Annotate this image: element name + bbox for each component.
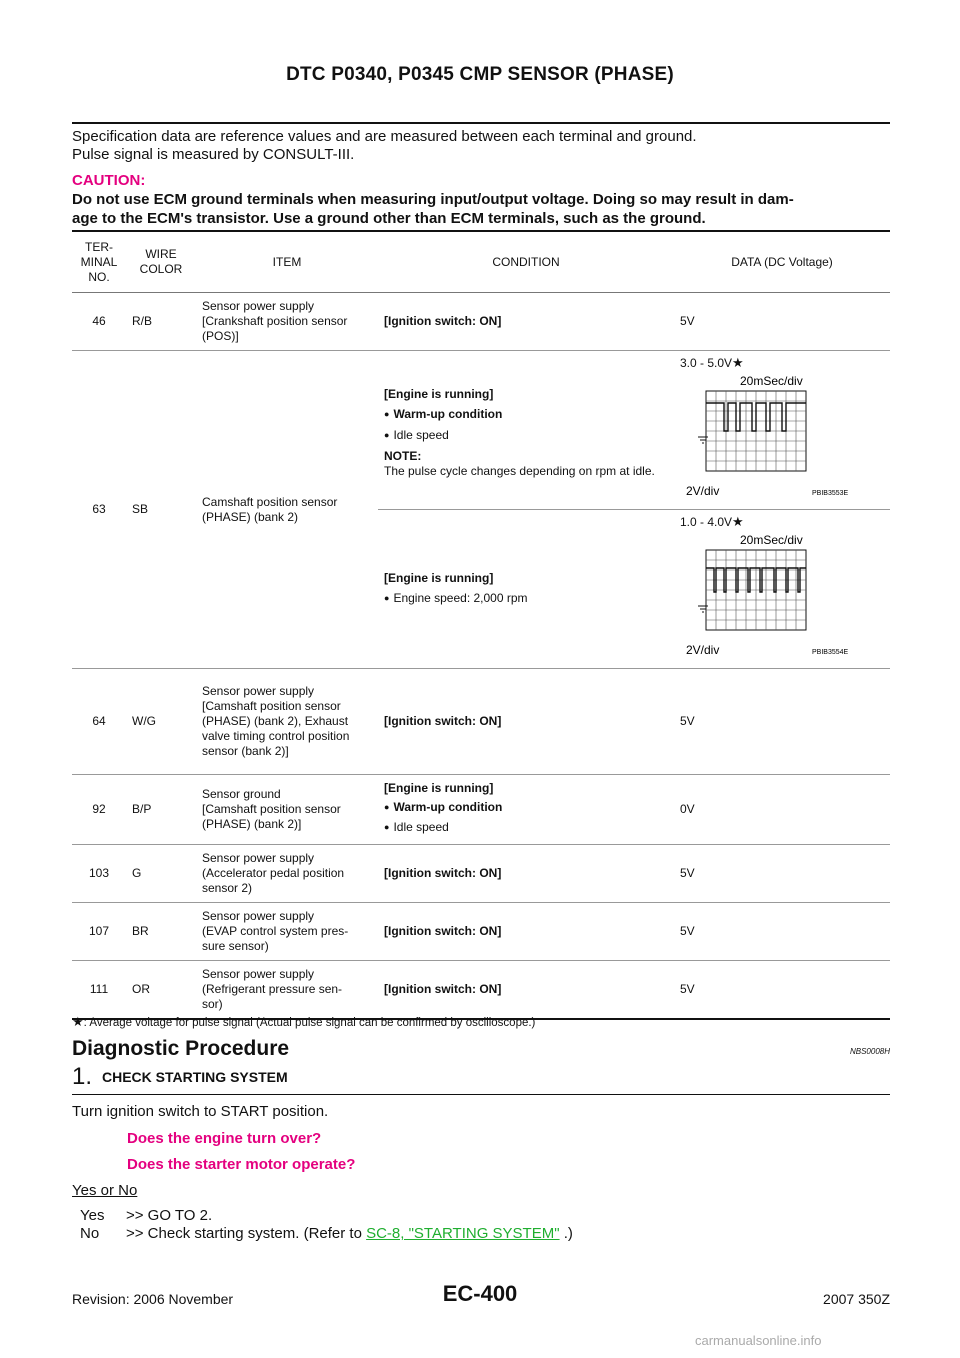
cell-condition — [378, 510, 674, 669]
cell-item: Sensor ground [Camshaft position sensor (PHASE) (bank 2)] — [196, 775, 378, 845]
cell-condition: [Ignition switch: ON] — [378, 903, 674, 961]
cell-terminal: 92 — [72, 775, 126, 845]
cell-data — [674, 351, 890, 510]
header-condition: CONDITION — [378, 231, 674, 293]
caution-text — [72, 190, 890, 228]
table-row — [72, 775, 890, 845]
cell-condition — [378, 351, 674, 510]
answer-no — [80, 1225, 573, 1242]
cell-wire: BR — [126, 903, 196, 961]
footer-page-number: EC-400 — [442, 1281, 518, 1306]
scope-voltage-scale: 2V/div — [686, 484, 720, 498]
step-title: CHECK STARTING SYSTEM — [102, 1069, 288, 1085]
footnote-text: : Average voltage for pulse signal (Actual pulse signal can be confirmed by oscilloscope.) — [83, 1017, 536, 1029]
cell-data: 0V — [674, 775, 890, 845]
note-text: The pulse cycle changes depending on rpm at idle. — [384, 463, 655, 478]
oscilloscope-waveform-a — [680, 373, 870, 501]
data-value: 1.0 - 4.0V — [680, 515, 733, 529]
header-data: DATA (DC Voltage) — [674, 231, 890, 293]
cell-item: Sensor power supply (Refrigerant pressure sen- sor) — [196, 961, 378, 1019]
scope-voltage-scale: 2V/div — [686, 643, 720, 657]
condition-head: [Engine is running] — [384, 781, 494, 795]
condition-bullet: ● Idle speed — [384, 428, 668, 444]
table-row — [72, 293, 890, 351]
star-icon: ★ — [72, 1014, 84, 1029]
scope-time-scale: 20mSec/div — [740, 533, 803, 547]
header-terminal: TER- MINAL NO. — [72, 231, 126, 293]
answer-no-text: >> Check starting system. (Refer to — [126, 1225, 367, 1242]
title-divider — [72, 122, 890, 124]
section-title: Diagnostic Procedure — [72, 1037, 290, 1060]
table-row — [72, 669, 890, 775]
header-wire-color: WIRE COLOR — [126, 231, 196, 293]
table-header-row — [72, 231, 890, 293]
cell-terminal: 64 — [72, 669, 126, 775]
section-code: NBS0008H — [849, 1047, 890, 1056]
yes-or-no-label: Yes or No — [72, 1182, 138, 1199]
cell-terminal: 107 — [72, 903, 126, 961]
footnote — [72, 1014, 535, 1030]
cell-wire: G — [126, 845, 196, 903]
step-divider — [72, 1094, 890, 1095]
table-row — [72, 903, 890, 961]
oscilloscope-waveform-b — [680, 532, 870, 660]
cell-terminal: 46 — [72, 293, 126, 351]
cell-data: 5V — [674, 845, 890, 903]
table-row — [72, 351, 890, 510]
intro-text — [72, 128, 890, 164]
footer-revision: Revision: 2006 November — [72, 1291, 234, 1307]
caution-line-2: age to the ECM's transistor. Use a ground other than ECM terminals, such as the ground. — [72, 210, 706, 227]
cell-data: 5V — [674, 961, 890, 1019]
answer-no-key: No — [80, 1225, 100, 1242]
step-instruction: Turn ignition switch to START position. — [72, 1103, 329, 1120]
condition-bullet: ● Warm-up condition — [384, 407, 668, 423]
cell-wire: SB — [126, 351, 196, 669]
caution-line-1: Do not use ECM ground terminals when measuring input/output voltage. Doing so may result in dam- — [72, 191, 794, 208]
table-row — [72, 845, 890, 903]
cell-wire: R/B — [126, 293, 196, 351]
intro-line-1: Specification data are reference values and are measured between each terminal and ground. — [72, 128, 697, 145]
figure-code: PBIB3553E — [812, 490, 849, 497]
condition-head: [Engine is running] — [384, 386, 494, 401]
step-number: 1. — [72, 1063, 93, 1090]
cell-condition: [Ignition switch: ON] — [378, 293, 674, 351]
page-title: DTC P0340, P0345 CMP SENSOR (PHASE) — [286, 64, 674, 85]
watermark: carmanualsonline.info — [695, 1333, 822, 1348]
answer-no-text-end: .) — [559, 1225, 573, 1242]
caution-label: CAUTION: — [72, 172, 146, 189]
cell-item: Sensor power supply (Accelerator pedal position sensor 2) — [196, 845, 378, 903]
scope-time-scale: 20mSec/div — [740, 374, 803, 388]
condition-bullet: ● Idle speed — [384, 820, 668, 836]
cell-condition: [Ignition switch: ON] — [378, 669, 674, 775]
cell-condition: [Ignition switch: ON] — [378, 845, 674, 903]
cell-item: Camshaft position sensor (PHASE) (bank 2) — [196, 351, 378, 669]
answer-yes-text: >> GO TO 2. — [126, 1207, 213, 1224]
star-icon: ★ — [732, 355, 744, 370]
starting-system-link[interactable]: SC-8, "STARTING SYSTEM" — [366, 1225, 560, 1242]
condition-head: [Engine is running] — [384, 571, 494, 585]
cell-condition — [378, 775, 674, 845]
cell-data — [674, 510, 890, 669]
note-label: NOTE: — [384, 448, 422, 463]
data-value: 3.0 - 5.0V — [680, 356, 733, 370]
cell-wire: W/G — [126, 669, 196, 775]
cell-condition: [Ignition switch: ON] — [378, 961, 674, 1019]
cell-wire: B/P — [126, 775, 196, 845]
intro-line-2: Pulse signal is measured by CONSULT-III. — [72, 146, 355, 163]
cell-terminal: 103 — [72, 845, 126, 903]
condition-bullet: ● Warm-up condition — [384, 800, 668, 816]
cell-wire: OR — [126, 961, 196, 1019]
check-question-1: Does the engine turn over? — [127, 1130, 322, 1147]
check-question-2: Does the starter motor operate? — [127, 1156, 356, 1173]
waveform-trace — [706, 403, 806, 431]
answer-yes — [80, 1207, 212, 1224]
figure-code: PBIB3554E — [812, 649, 849, 656]
cell-terminal: 111 — [72, 961, 126, 1019]
condition-bullet: ● Engine speed: 2,000 rpm — [384, 591, 668, 607]
footer-model: 2007 350Z — [823, 1291, 890, 1307]
cell-data: 5V — [674, 293, 890, 351]
terminal-spec-table — [72, 230, 890, 1020]
table-row — [72, 961, 890, 1019]
cell-item: Sensor power supply [Crankshaft position sensor (POS)] — [196, 293, 378, 351]
cell-data: 5V — [674, 669, 890, 775]
cell-data: 5V — [674, 903, 890, 961]
cell-item: Sensor power supply (EVAP control system pres- sure sensor) — [196, 903, 378, 961]
star-icon: ★ — [732, 514, 744, 529]
cell-terminal: 63 — [72, 351, 126, 669]
header-item: ITEM — [196, 231, 378, 293]
cell-item: Sensor power supply [Camshaft position sensor (PHASE) (bank 2), Exhaust valve timing control position sensor (bank 2)] — [196, 669, 378, 775]
answer-yes-key: Yes — [80, 1207, 105, 1224]
